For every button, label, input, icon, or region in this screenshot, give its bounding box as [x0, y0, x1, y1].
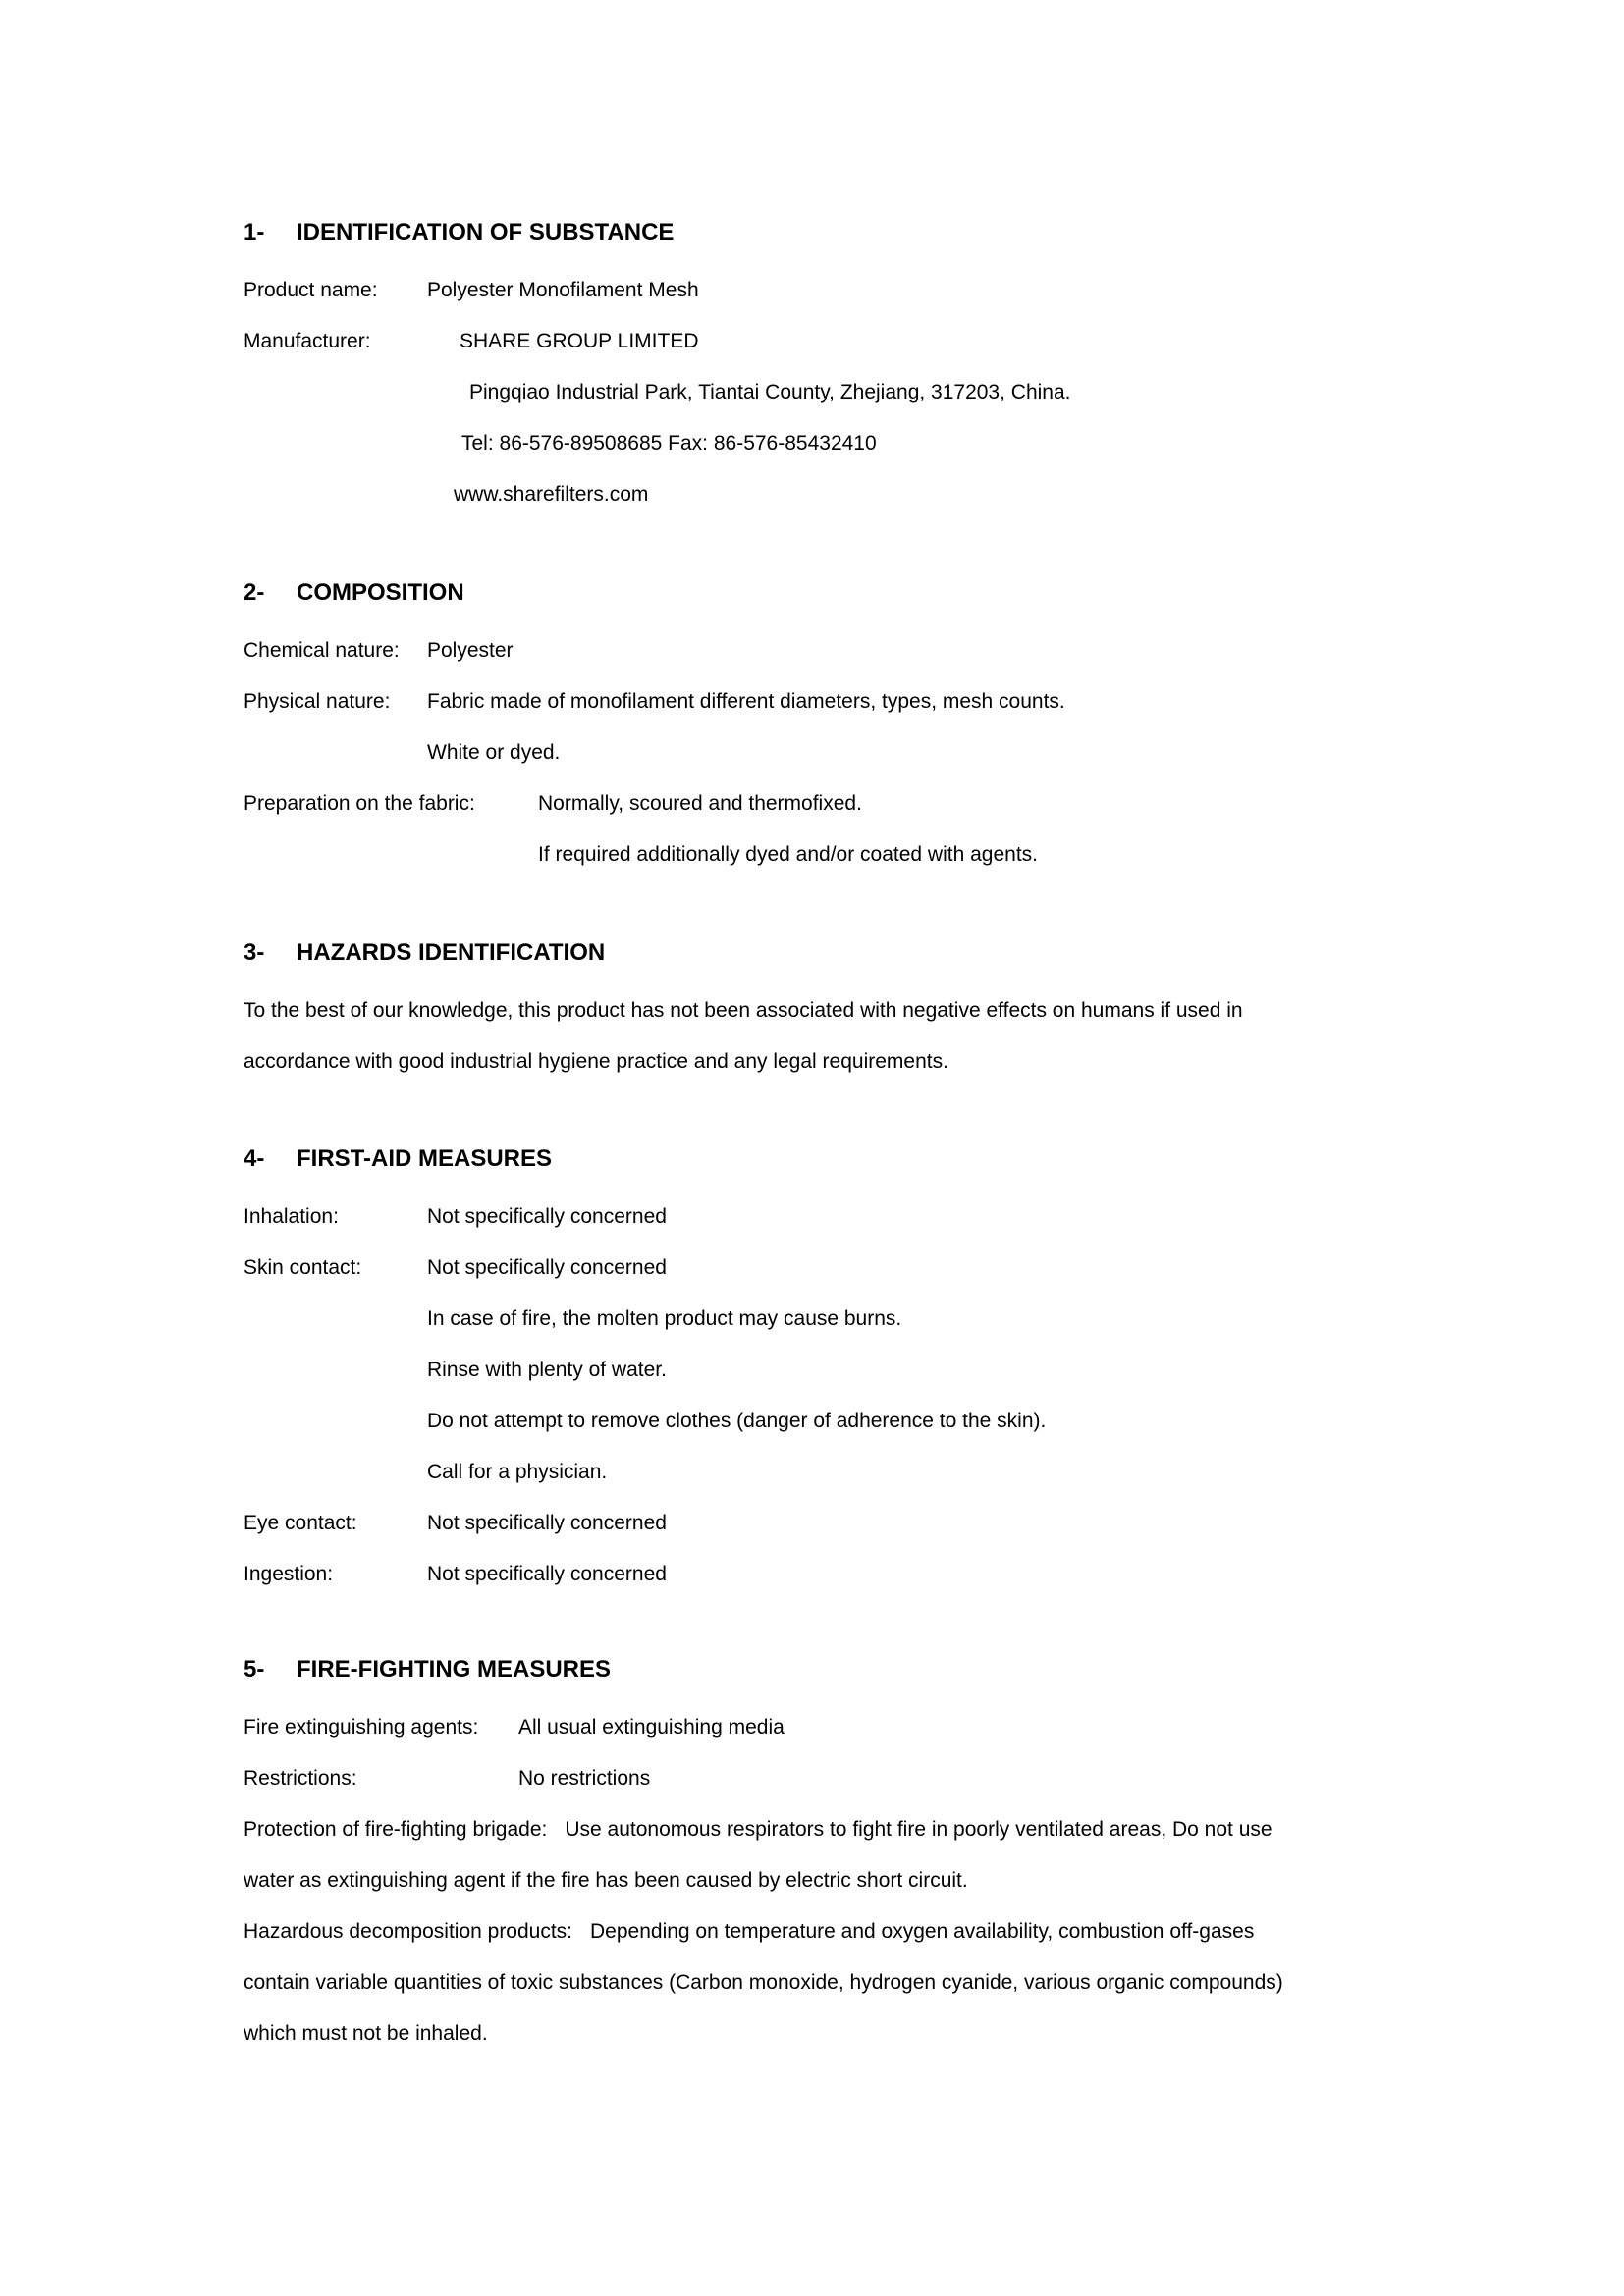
restrictions-row	[244, 1766, 1520, 1791]
hazardous-decomposition-label: Hazardous decomposition products:	[244, 1920, 573, 1943]
inhalation-label: Inhalation:	[244, 1205, 339, 1228]
brigade-protection-continuation-row	[244, 1868, 1520, 1894]
section-5-title: FIRE-FIGHTING MEASURES	[297, 1656, 612, 1682]
skin-contact-continuation-row	[244, 1460, 1520, 1485]
section-1-heading	[244, 218, 1520, 247]
physical-nature-continuation: White or dyed.	[427, 741, 561, 764]
section-identification-of-substance	[244, 218, 1520, 533]
section-2-heading	[244, 578, 1520, 608]
section-3-number: 3-	[244, 939, 265, 966]
section-4-title: FIRST-AID MEASURES	[297, 1146, 553, 1172]
preparation-continuation: If required additionally dyed and/or coated with agents.	[538, 843, 1038, 866]
hazardous-decomposition-continuation-row	[244, 1970, 1520, 1996]
manufacturer-phone-row	[244, 431, 1520, 456]
section-2-number: 2-	[244, 579, 265, 606]
skin-contact-value: Not specifically concerned	[427, 1256, 667, 1279]
manufacturer-value: SHARE GROUP LIMITED	[460, 330, 699, 352]
section-3-title: HAZARDS IDENTIFICATION	[297, 939, 606, 966]
skin-contact-note-physician: Call for a physician.	[427, 1461, 608, 1483]
restrictions-value: No restrictions	[518, 1767, 651, 1789]
section-5-number: 5-	[244, 1656, 265, 1682]
manufacturer-tel-fax: Tel: 86-576-89508685 Fax: 86-576-85432410	[461, 432, 877, 454]
skin-contact-continuation-row	[244, 1409, 1520, 1434]
fire-extinguishing-agents-row	[244, 1715, 1520, 1740]
hazardous-decomposition-continuation-row	[244, 2021, 1520, 2047]
section-4-heading	[244, 1145, 1520, 1174]
section-1-number: 1-	[244, 219, 265, 245]
chemical-nature-label: Chemical nature:	[244, 639, 400, 662]
skin-contact-label: Skin contact:	[244, 1256, 362, 1279]
brigade-protection-row	[244, 1817, 1520, 1842]
hazards-paragraph-line	[244, 1049, 1520, 1075]
document-content	[244, 0, 1520, 2296]
fire-extinguishing-agents-label: Fire extinguishing agents:	[244, 1716, 479, 1738]
manufacturer-row	[244, 329, 1520, 354]
inhalation-value: Not specifically concerned	[427, 1205, 667, 1228]
eye-contact-value: Not specifically concerned	[427, 1512, 667, 1534]
manufacturer-label: Manufacturer:	[244, 330, 371, 352]
skin-contact-continuation-row	[244, 1358, 1520, 1383]
skin-contact-note-fire: In case of fire, the molten product may cause burns.	[427, 1308, 902, 1330]
brigade-protection-label: Protection of fire-fighting brigade:	[244, 1818, 548, 1841]
section-1-title: IDENTIFICATION OF SUBSTANCE	[297, 219, 675, 245]
skin-contact-row	[244, 1255, 1520, 1281]
product-name-value: Polyester Monofilament Mesh	[427, 279, 699, 301]
hazards-text-line-2: accordance with good industrial hygiene practice and any legal requirements.	[244, 1050, 948, 1073]
chemical-nature-row	[244, 638, 1520, 664]
hazardous-decomposition-text-line-3: which must not be inhaled.	[244, 2022, 488, 2045]
hazardous-decomposition-row	[244, 1919, 1520, 1945]
eye-contact-row	[244, 1511, 1520, 1536]
ingestion-label: Ingestion:	[244, 1563, 334, 1585]
hazards-paragraph-line	[244, 998, 1520, 1024]
manufacturer-address: Pingqiao Industrial Park, Tiantai County, Zhejiang, 317203, China.	[469, 381, 1071, 403]
brigade-protection-text-line-1: Use autonomous respirators to fight fire in poorly ventilated areas, Do not use	[565, 1818, 1272, 1841]
skin-contact-note-clothes: Do not attempt to remove clothes (danger of adherence to the skin).	[427, 1410, 1047, 1432]
skin-contact-continuation-row	[244, 1307, 1520, 1332]
manufacturer-website-row	[244, 482, 1520, 507]
preparation-continuation-row	[244, 842, 1520, 868]
section-composition	[244, 578, 1520, 893]
hazardous-decomposition-text-line-2: contain variable quantities of toxic substances (Carbon monoxide, hydrogen cyanide, various organic compounds)	[244, 1971, 1283, 1994]
restrictions-label: Restrictions:	[244, 1767, 357, 1789]
physical-nature-value: Fabric made of monofilament different diameters, types, mesh counts.	[427, 690, 1065, 713]
hazards-text-line-1: To the best of our knowledge, this product has not been associated with negative effects on humans if used in	[244, 999, 1243, 1022]
section-4-number: 4-	[244, 1146, 265, 1172]
physical-nature-row	[244, 689, 1520, 715]
product-name-row	[244, 278, 1520, 303]
section-fire-fighting-measures	[244, 1655, 1520, 2072]
manufacturer-address-row	[244, 380, 1520, 405]
physical-nature-continuation-row	[244, 740, 1520, 766]
product-name-label: Product name:	[244, 279, 378, 301]
section-3-heading	[244, 938, 1520, 968]
section-first-aid-measures	[244, 1145, 1520, 1613]
ingestion-row	[244, 1562, 1520, 1587]
inhalation-row	[244, 1204, 1520, 1230]
physical-nature-label: Physical nature:	[244, 690, 391, 713]
skin-contact-note-rinse: Rinse with plenty of water.	[427, 1359, 667, 1381]
section-5-heading	[244, 1655, 1520, 1684]
preparation-label: Preparation on the fabric:	[244, 792, 475, 815]
chemical-nature-value: Polyester	[427, 639, 514, 662]
preparation-row	[244, 791, 1520, 817]
section-2-title: COMPOSITION	[297, 579, 464, 606]
brigade-protection-text-line-2: water as extinguishing agent if the fire has been caused by electric short circuit.	[244, 1869, 968, 1892]
fire-extinguishing-agents-value: All usual extinguishing media	[518, 1716, 785, 1738]
ingestion-value: Not specifically concerned	[427, 1563, 667, 1585]
section-hazards-identification	[244, 938, 1520, 1100]
preparation-value: Normally, scoured and thermofixed.	[538, 792, 862, 815]
eye-contact-label: Eye contact:	[244, 1512, 357, 1534]
hazardous-decomposition-text-line-1: Depending on temperature and oxygen availability, combustion off-gases	[590, 1920, 1255, 1943]
manufacturer-website: www.sharefilters.com	[454, 483, 649, 506]
